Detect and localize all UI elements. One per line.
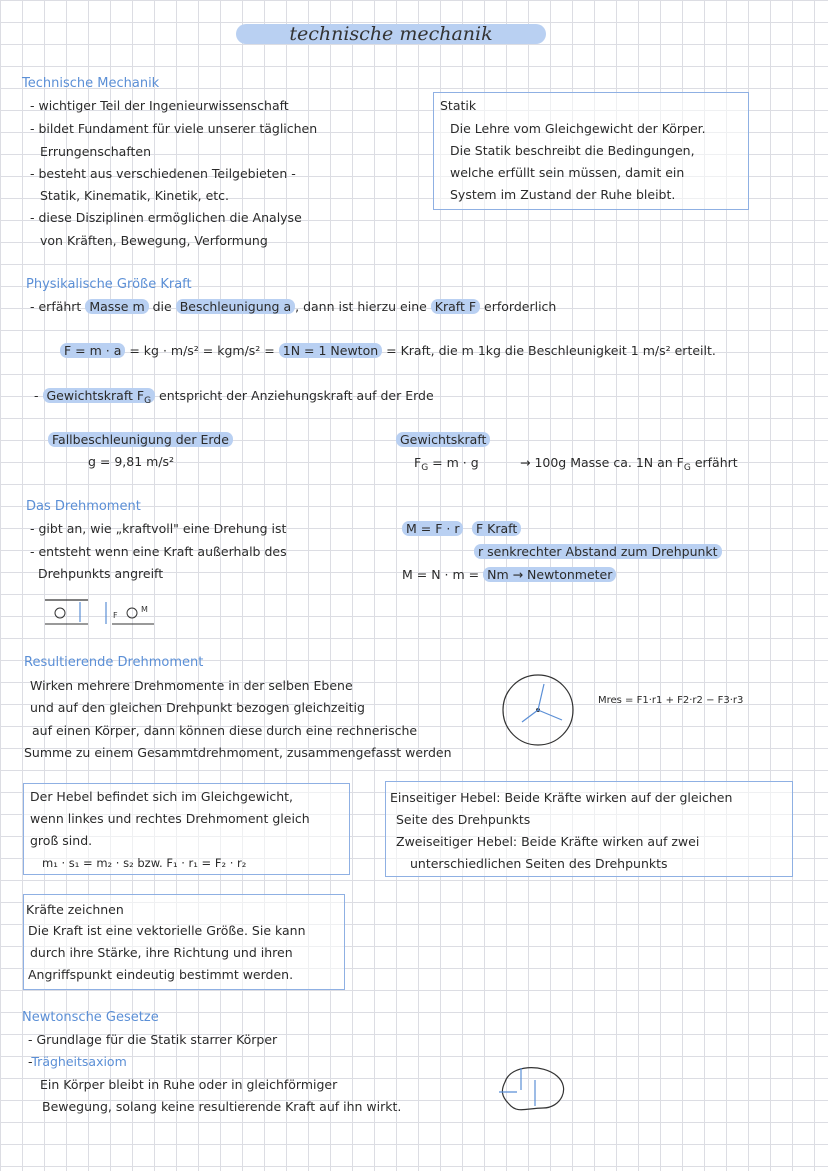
text: F — [414, 455, 422, 470]
statik-line: Die Statik beschreibt die Bedingungen, — [450, 143, 695, 158]
text: , dann ist hierzu eine — [295, 299, 427, 314]
text: Gewichtskraft F — [46, 388, 145, 403]
mres-formula: Mres = F1·r1 + F2·r2 − F3·r3 — [598, 695, 744, 706]
statik-box — [433, 92, 749, 210]
subscript: G — [683, 463, 691, 473]
box-line: unterschiedlichen Seiten des Drehpunkts — [410, 856, 668, 871]
text: = kg · m/s² = kgm/s² = — [129, 343, 275, 358]
body-shape — [502, 1068, 563, 1110]
box-line: Angriffspunkt eindeutig bestimmt werden. — [28, 967, 294, 982]
text: - erfährt — [30, 299, 82, 314]
text: = Kraft, die m 1kg die Beschleunigkeit 1 m/s² erteilt. — [386, 343, 716, 358]
box-formula: m₁ · s₁ = m₂ · s₂ bzw. F₁ · r₁ = F₂ · r₂ — [42, 856, 247, 870]
section-heading-newton: Newtonsche Gesetze — [22, 1010, 159, 1025]
highlight-gk: Gewichtskraft — [396, 432, 490, 447]
text-line: - Grundlage für die Statik starrer Körper — [28, 1032, 278, 1047]
rotation-icon — [127, 608, 137, 618]
box-line: Zweiseitiger Hebel: Beide Kräfte wirken auf zwei — [396, 834, 700, 849]
section-heading-drehmoment: Das Drehmoment — [26, 499, 141, 514]
subscript: G — [421, 463, 429, 473]
text: → 100g Masse ca. 1N an F — [520, 455, 684, 470]
subscript: G — [144, 396, 152, 406]
fall-heading — [48, 432, 233, 448]
kraft-line-1 — [30, 299, 556, 315]
text: M = N · m = — [402, 567, 480, 582]
text-line: - besteht aus verschiedenen Teilgebieten - — [30, 166, 296, 181]
text-line: - entsteht wenn eine Kraft außerhalb des — [30, 544, 287, 559]
highlight-fall: Fallbeschleunigung der Erde — [48, 432, 233, 447]
section-heading-kraft: Physikalische Größe Kraft — [26, 277, 192, 292]
box-line: Seite des Drehpunkts — [396, 812, 531, 827]
text-line: Wirken mehrere Drehmomente in der selben Ebene — [30, 678, 353, 693]
text: erforderlich — [484, 299, 557, 314]
fall-value: g = 9,81 m/s² — [88, 454, 175, 469]
box-line: wenn linkes und rechtes Drehmoment gleich — [30, 811, 310, 826]
drehmoment-sketch — [40, 596, 160, 628]
text: die — [152, 299, 172, 314]
kraefte-zeichnen-box — [23, 894, 345, 990]
highlight-formula: M = F · r — [402, 521, 463, 536]
section-heading-resultierende: Resultierende Drehmoment — [24, 655, 204, 670]
text-line: Summe zu einem Gesammtdrehmoment, zusammengefasst werden — [24, 745, 452, 760]
highlight-unit: Nm → Newtonmeter — [483, 567, 616, 582]
text-line: von Kräften, Bewegung, Verformung — [40, 233, 268, 248]
axiom-label: Trägheitsaxiom — [31, 1054, 127, 1069]
text-line: - bildet Fundament für viele unserer täglichen — [30, 121, 318, 136]
r-label — [474, 544, 722, 560]
f-label — [472, 521, 521, 537]
box-line: Die Kraft ist eine vektorielle Größe. Sie kann — [28, 923, 306, 938]
box-line: Einseitiger Hebel: Beide Kräfte wirken auf der gleichen — [390, 790, 733, 805]
page-title: technische mechanik — [236, 24, 546, 44]
unit-line — [402, 567, 616, 583]
pivot-icon — [55, 608, 65, 618]
gk-note — [520, 455, 738, 476]
gk-formula — [414, 455, 479, 476]
highlight-kraft: Kraft F — [431, 299, 480, 314]
gewichtskraft-line — [34, 388, 434, 409]
force-arrow-icon — [522, 710, 538, 722]
highlight-formula-f: F = m · a — [60, 343, 125, 358]
highlight-r-label: r senkrechter Abstand zum Drehpunkt — [474, 544, 722, 559]
newton-sketch — [495, 1062, 573, 1122]
highlight-gewichtskraft — [43, 388, 156, 406]
box-line: durch ihre Stärke, ihre Richtung und ihren — [30, 945, 293, 960]
text-line: auf einen Körper, dann können diese durch eine rechnerische — [32, 723, 418, 738]
hebel-arten-box — [385, 781, 793, 877]
text-line: - wichtiger Teil der Ingenieurwissenschaft — [30, 98, 289, 113]
box-line: groß sind. — [30, 833, 93, 848]
highlight-masse: Masse m — [85, 299, 148, 314]
text-line: Statik, Kinematik, Kinetik, etc. — [40, 188, 230, 203]
box-heading: Kräfte zeichnen — [26, 902, 124, 917]
statik-line: Die Lehre vom Gleichgewicht der Körper. — [450, 121, 706, 136]
statik-line: welche erfüllt sein müssen, damit ein — [450, 165, 685, 180]
sketch-f-label: F — [113, 611, 118, 620]
statik-heading: Statik — [440, 98, 477, 113]
text-line: Bewegung, solang keine resultierende Kraft auf ihn wirkt. — [42, 1099, 402, 1114]
highlight-beschleunigung: Beschleunigung a — [176, 299, 295, 314]
text-line: und auf den gleichen Drehpunkt bezogen gleichzeitig — [30, 700, 365, 715]
text-line: Errungenschaften — [40, 144, 152, 159]
highlight-f-label: F Kraft — [472, 521, 521, 536]
statik-line: System im Zustand der Ruhe bleibt. — [450, 187, 676, 202]
force-arrow-icon — [538, 684, 544, 710]
text-line: Drehpunkts angreift — [38, 566, 164, 581]
text: erfährt — [694, 455, 738, 470]
box-line: Der Hebel befindet sich im Gleichgewicht, — [30, 789, 293, 804]
gk-heading — [396, 432, 490, 448]
text: - — [28, 1054, 32, 1069]
sketch-m-label: M — [141, 605, 148, 614]
kraft-formula — [60, 343, 716, 359]
axiom-line — [28, 1054, 127, 1070]
text-line: - gibt an, wie „kraftvoll" eine Drehung ist — [30, 521, 287, 536]
text: entspricht der Anziehungskraft auf der Erde — [159, 388, 434, 403]
force-arrow-icon — [538, 710, 562, 720]
resultierende-sketch — [500, 672, 580, 748]
highlight-newton: 1N = 1 Newton — [279, 343, 382, 358]
drehmoment-formula — [402, 521, 463, 537]
section-heading-technische-mechanik: Technische Mechanik — [22, 76, 160, 91]
text: - — [34, 388, 39, 403]
text: = m · g — [432, 455, 479, 470]
text-line: Ein Körper bleibt in Ruhe oder in gleichförmiger — [40, 1077, 338, 1092]
text-line: - diese Disziplinen ermöglichen die Analyse — [30, 210, 302, 225]
hebel-gleichgewicht-box — [23, 783, 350, 875]
